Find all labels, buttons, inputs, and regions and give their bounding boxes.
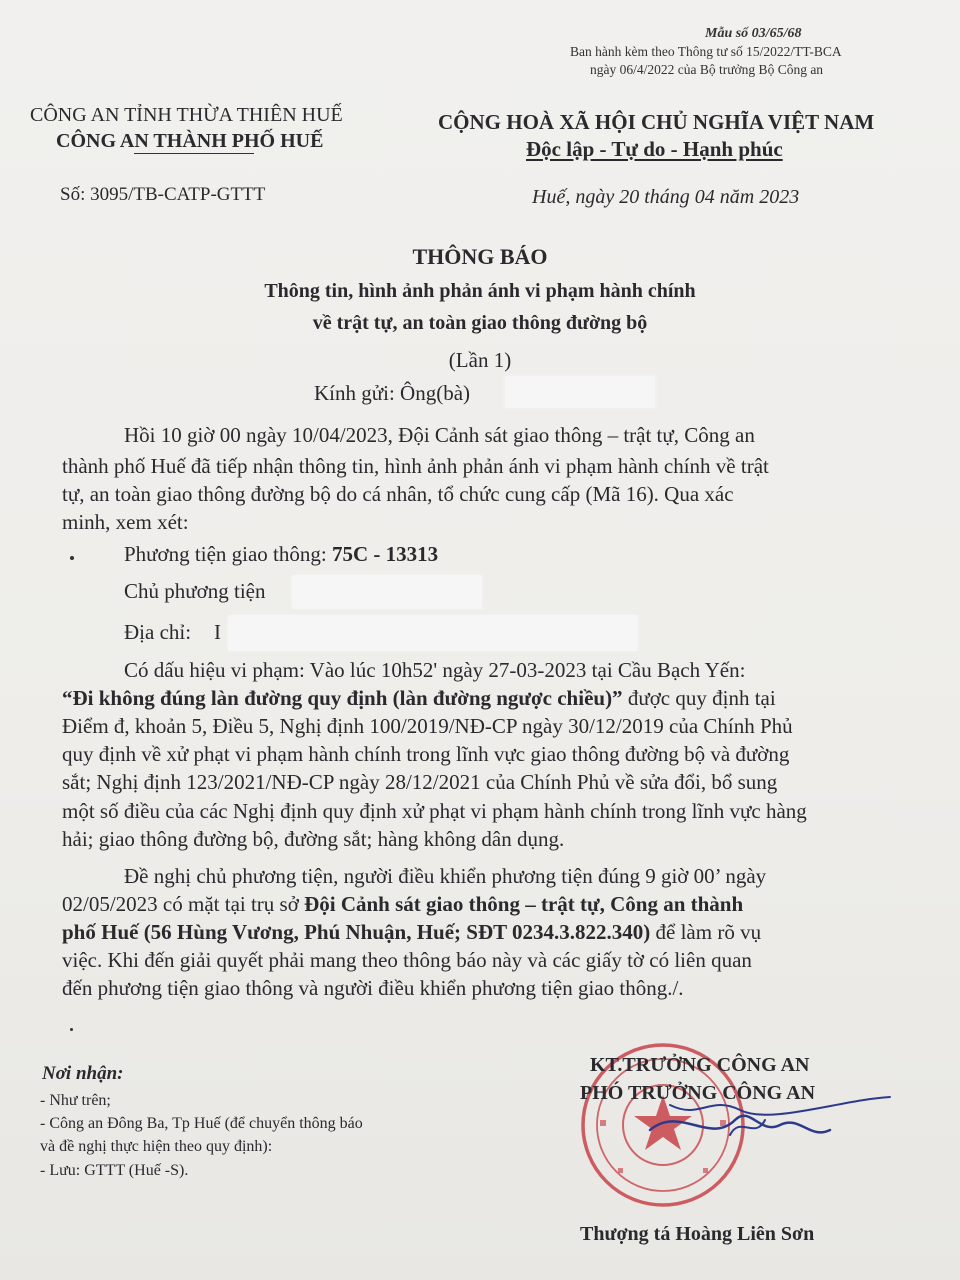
request-office: Đội Cảnh sát giao thông – trật tự, Công an thành <box>304 892 744 916</box>
violation-line-1: Có dấu hiệu vi phạm: Vào lúc 10h52' ngày 27-03-2023 tại Cầu Bạch Yến: <box>124 658 746 682</box>
violation-description: “Đi không đúng làn đường quy định (làn đường ngược chiều)” <box>62 686 623 710</box>
address-label: Địa chỉ: <box>124 620 192 644</box>
request-line-5: đến phương tiện giao thông và người điều khiển phương tiện giao thông./. <box>62 976 684 1000</box>
request-line-3 <box>62 922 761 943</box>
request-office-address: phố Huế (56 Hùng Vương, Phú Nhuận, Huế; SĐT 0234.3.822.340) <box>62 920 651 944</box>
redacted-recipient-name <box>505 376 655 408</box>
signer-name: Thượng tá Hoàng Liên Sơn <box>580 1223 815 1245</box>
form-number: Mẫu số 03/65/68 <box>705 26 802 41</box>
recipient-item-1: - Như trên; <box>40 1092 111 1109</box>
stray-mark <box>70 1028 73 1031</box>
violation-line-6: một số điều của các Nghị định quy định xử phạt vi phạm hành chính trong lĩnh vực hàng <box>62 799 807 823</box>
bullet-mark <box>70 556 74 560</box>
paragraph-1-line-4: minh, xem xét: <box>62 510 189 534</box>
notice-subtitle-2: về trật tự, an toàn giao thông đường bộ <box>312 312 648 334</box>
request-line-3-rest: để làm rõ vụ <box>650 920 762 944</box>
form-reference-line1: Ban hành kèm theo Thông tư số 15/2022/TT-BCA <box>570 44 842 59</box>
violation-line-3: Điểm đ, khoản 5, Điều 5, Nghị định 100/2019/NĐ-CP ngày 30/12/2019 của Chính Phủ <box>62 714 793 738</box>
request-line-4: việc. Khi đến giải quyết phải mang theo thông báo này và các giấy tờ có liên quan <box>62 948 752 972</box>
notice-attempt: (Lần 1) <box>448 348 512 372</box>
paragraph-1-line-2: thành phố Huế đã tiếp nhận thông tin, hình ảnh phản ánh vi phạm hành chính về trật <box>62 454 769 478</box>
agency-underline <box>134 153 254 154</box>
redacted-owner-name <box>292 575 482 609</box>
notice-title: THÔNG BÁO <box>412 244 548 269</box>
request-line-2-pre: 02/05/2023 có mặt tại trụ sở <box>62 892 305 916</box>
request-line-1: Đề nghị chủ phương tiện, người điều khiển phương tiện đúng 9 giờ 00’ ngày <box>124 864 767 888</box>
redacted-address <box>228 615 638 651</box>
violation-line-7: hải; giao thông đường bộ, đường sắt; hàng không dân dụng. <box>62 827 565 851</box>
agency-name-text: CÔNG AN THÀNH PHỐ HUẾ <box>56 130 324 152</box>
nation-title: CỘNG HOÀ XÃ HỘI CHỦ NGHĨA VIỆT NAM <box>438 110 875 134</box>
vehicle-line <box>124 544 438 565</box>
violation-line-5: sắt; Nghị định 123/2021/NĐ-CP ngày 28/12/2021 của Chính Phủ về sửa đổi, bổ sung <box>62 770 778 794</box>
paragraph-1-line-1: Hồi 10 giờ 00 ngày 10/04/2023, Đội Cảnh sát giao thông – trật tự, Công an <box>124 423 755 447</box>
signature-authority-line-1: KT.TRƯỞNG CÔNG AN <box>590 1054 810 1076</box>
document-number: Số: 3095/TB-CATP-GTTT <box>60 184 266 205</box>
place-date: Huế, ngày 20 tháng 04 năm 2023 <box>532 186 800 208</box>
vehicle-plate: 75C - 13313 <box>331 542 439 566</box>
vehicle-label: Phương tiện giao thông: <box>124 542 327 566</box>
recipient-item-2: - Công an Đông Ba, Tp Huế (để chuyển thông báo <box>40 1115 363 1132</box>
recipient-item-3: và đề nghị thực hiện theo quy định): <box>40 1138 273 1155</box>
violation-line-2-rest: được quy định tại <box>622 686 776 710</box>
violation-line-4: quy định về xử phạt vi phạm hành chính trong lĩnh vực giao thông đường bộ và đường <box>62 742 790 766</box>
address-initial: I <box>214 620 221 644</box>
request-line-2 <box>62 894 743 915</box>
agency-parent: CÔNG AN TỈNH THỪA THIÊN HUẾ <box>30 104 343 126</box>
form-reference-line2: ngày 06/4/2022 của Bộ trưởng Bộ Công an <box>590 62 824 77</box>
recipients-title: Nơi nhận: <box>42 1063 124 1084</box>
nation-motto: Độc lập - Tự do - Hạnh phúc <box>526 137 783 161</box>
handwritten-signature <box>640 1085 900 1155</box>
violation-line-2 <box>62 688 776 709</box>
paragraph-1-line-3: tự, an toàn giao thông đường bộ do cá nhân, tổ chức cung cấp (Mã 16). Qua xác <box>62 482 734 506</box>
owner-label: Chủ phương tiện <box>124 579 266 603</box>
signature-authority-line-2: PHÓ TRƯỞNG CÔNG AN <box>580 1082 816 1104</box>
recipient-item-4: - Lưu: GTTT (Huế -S). <box>40 1162 189 1179</box>
agency-name <box>56 130 323 153</box>
recipient-salutation: Kính gửi: Ông(bà) <box>314 381 471 405</box>
notice-subtitle-1: Thông tin, hình ảnh phản ánh vi phạm hành chính <box>264 280 696 302</box>
